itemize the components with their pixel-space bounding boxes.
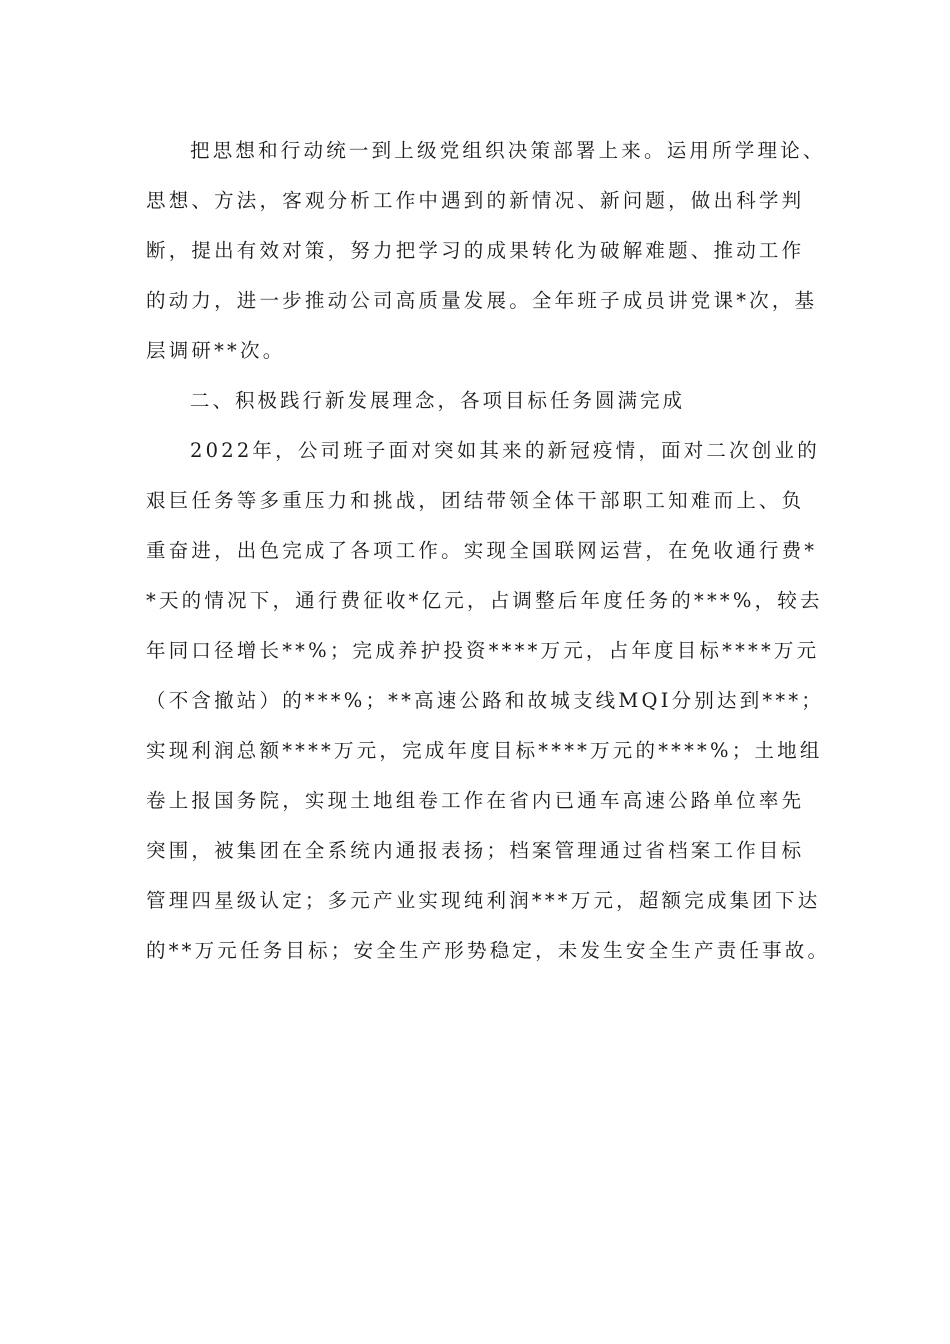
- text-line: （不含撤站）的***%；**高速公路和故城支线MQI分别达到***；: [146, 689, 824, 712]
- text-line: 2022年，公司班子面对突如其来的新冠疫情，面对二次创业的: [190, 439, 820, 462]
- text-line: 实现利润总额****万元，完成年度目标****万元的****%；土地组: [146, 739, 823, 762]
- text-line: 年同口径增长**%；完成养护投资****万元，占年度目标****万元: [146, 639, 820, 662]
- text-line: 的动力，进一步推动公司高质量发展。全年班子成员讲党课*次，基: [146, 289, 818, 312]
- text-line: *天的情况下，通行费征收*亿元，占调整后年度任务的***%，较去: [146, 589, 823, 612]
- text-line: 管理四星级认定；多元产业实现纯利润***万元，超额完成集团下达: [146, 889, 821, 912]
- section-heading: 二、积极践行新发展理念，各项目标任务圆满完成: [190, 389, 686, 412]
- text-line: 突围，被集团在全系统内通报表扬；档案管理通过省档案工作目标: [146, 839, 805, 862]
- text-line: 艰巨任务等多重压力和挑战，团结带领全体干部职工知难而上、负: [146, 489, 805, 512]
- text-line: 把思想和行动统一到上级党组织决策部署上来。运用所学理论、: [190, 139, 826, 162]
- text-line: 断，提出有效对策，努力把学习的成果转化为破解难题、推动工作: [146, 239, 805, 262]
- text-line: 层调研**次。: [146, 339, 286, 362]
- document-body: [146, 126, 831, 976]
- text-line: 重奋进，出色完成了各项工作。实现全国联网运营，在免收通行费*: [146, 539, 818, 562]
- text-line: 的**万元任务目标；安全生产形势稳定，未发生安全生产责任事故。: [146, 939, 831, 962]
- text-line: 思想、方法，客观分析工作中遇到的新情况、新问题，做出科学判: [146, 189, 805, 212]
- text-line: 卷上报国务院，实现土地组卷工作在省内已通车高速公路单位率先: [146, 789, 805, 812]
